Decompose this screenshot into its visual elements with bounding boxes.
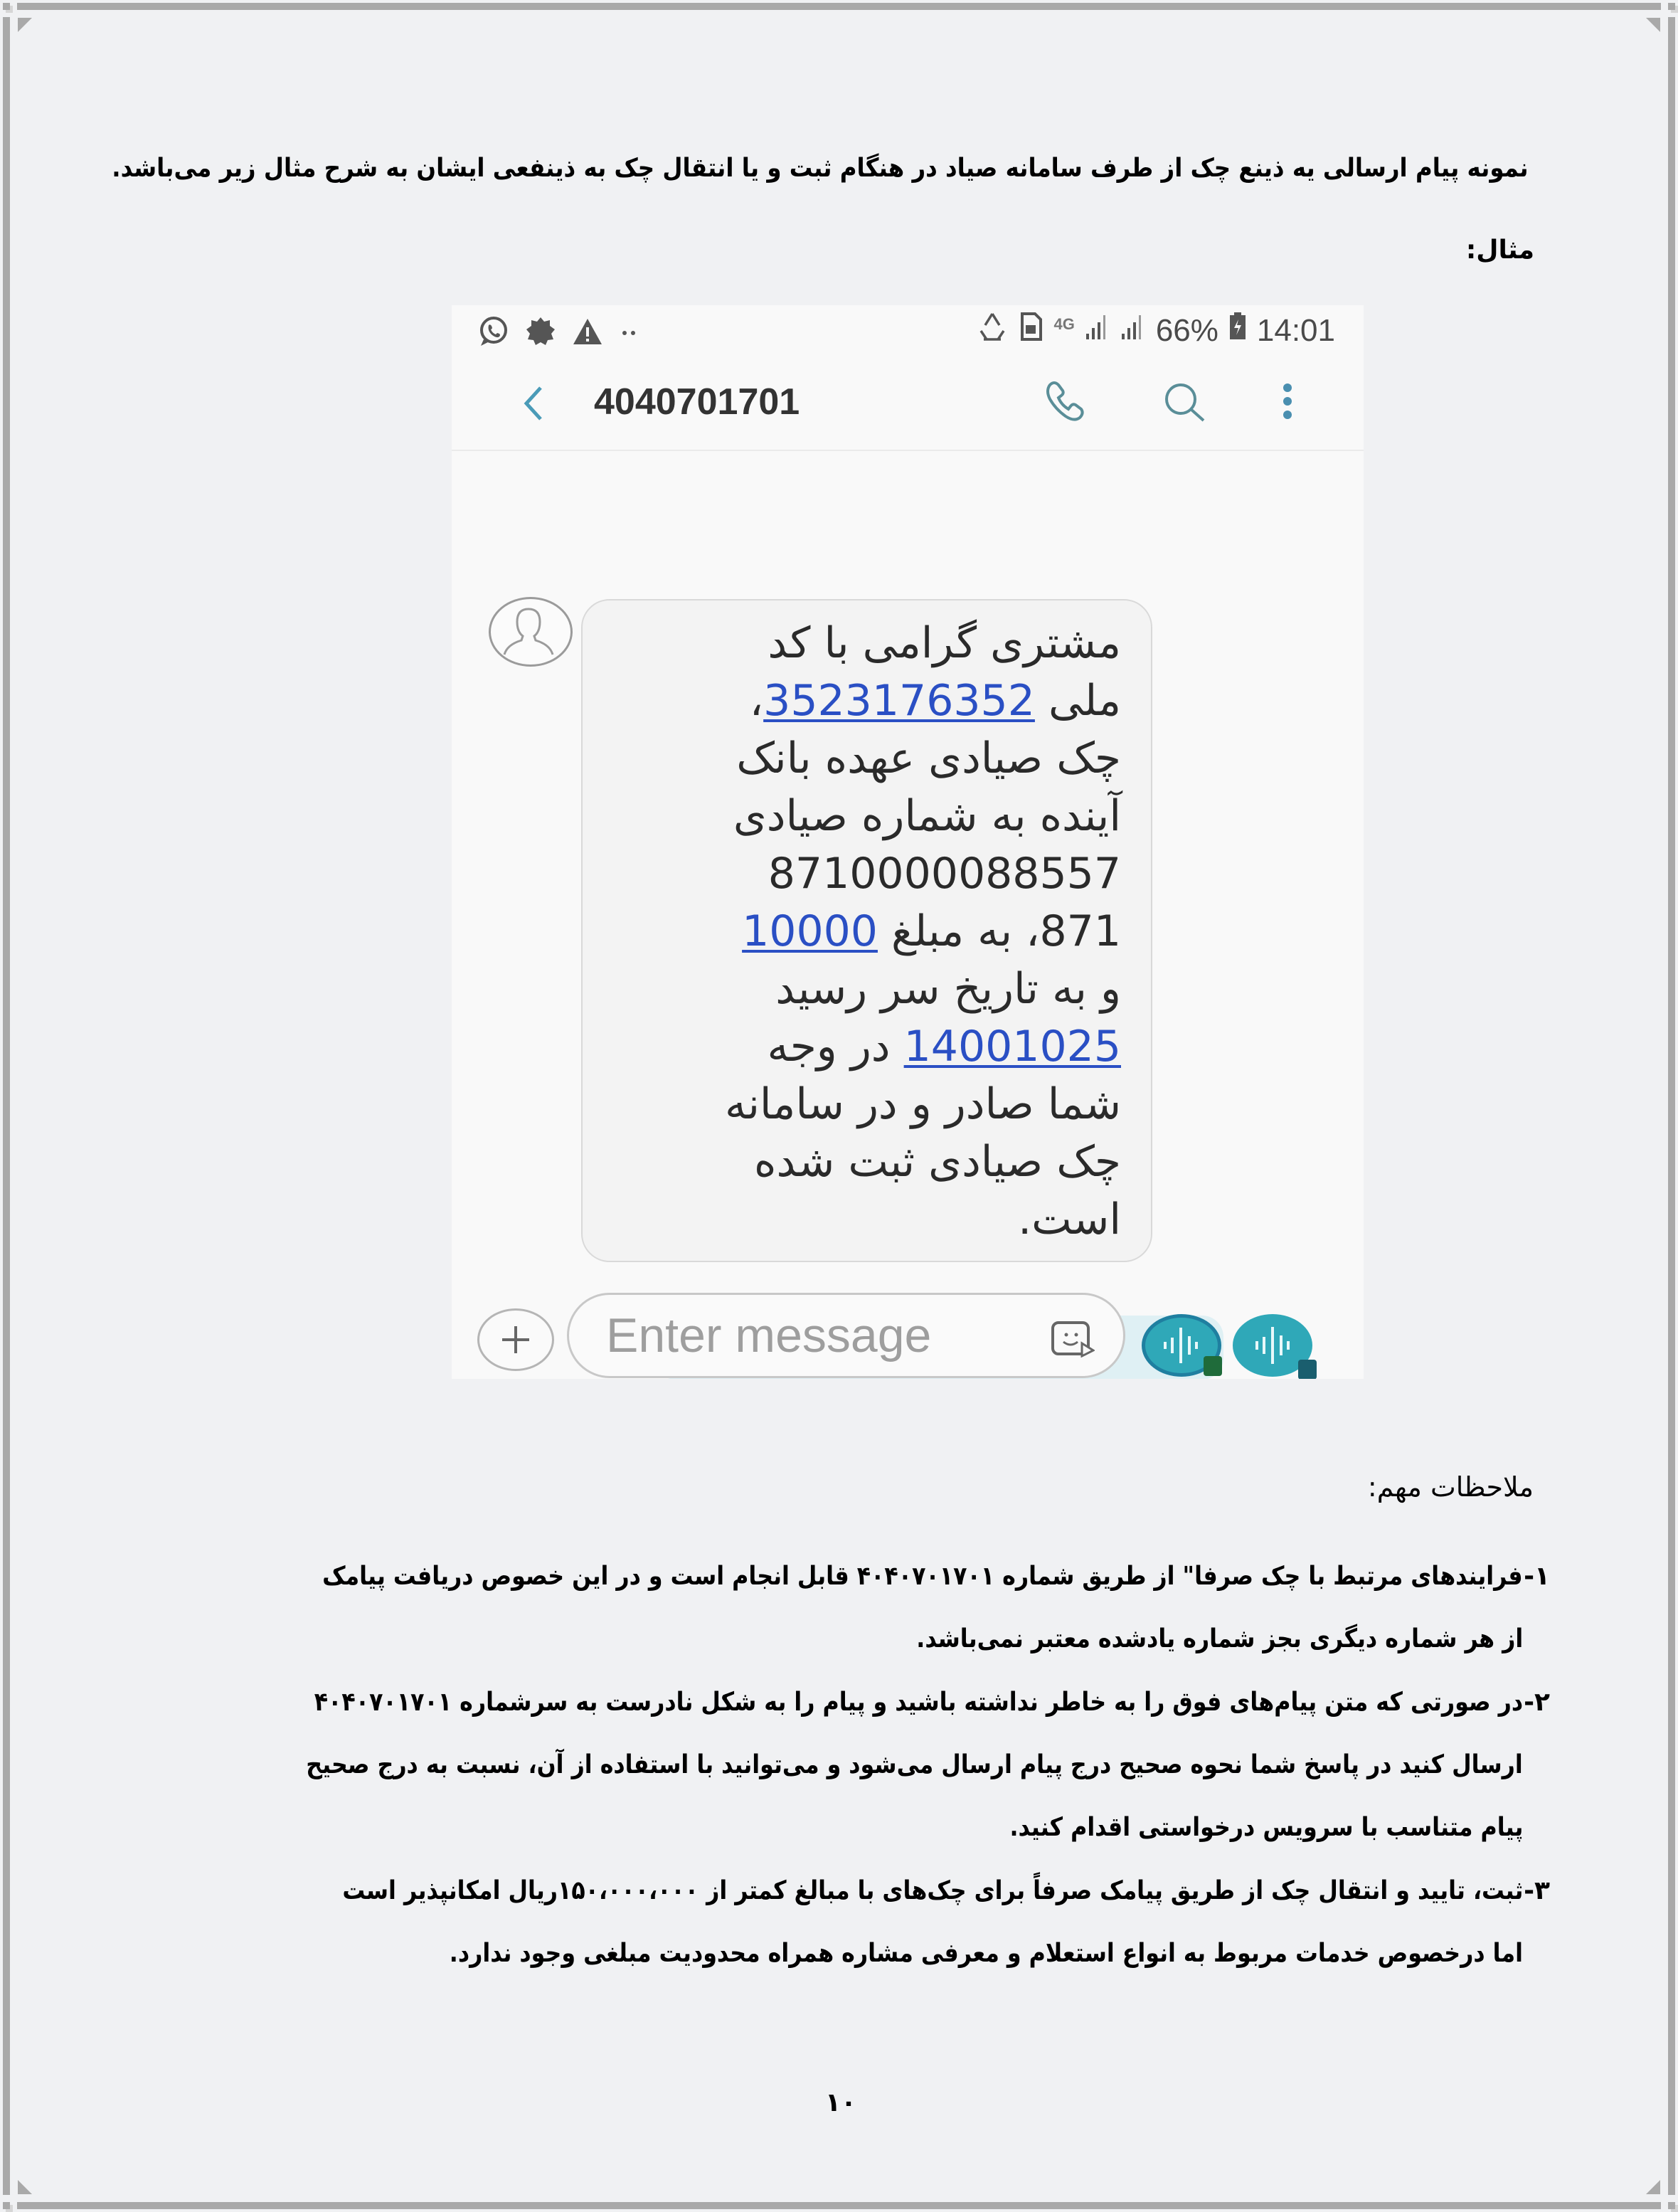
battery-charging-icon	[1228, 312, 1247, 349]
message-line	[623, 903, 1121, 961]
clock-time: 14:01	[1256, 312, 1335, 348]
message-line: است.	[1018, 1195, 1121, 1244]
page-border-corner	[3, 3, 10, 10]
warning-icon	[572, 317, 603, 349]
national-code-link[interactable]: 3523176352	[763, 676, 1035, 726]
whatsapp-icon	[477, 315, 509, 351]
message-line: 8710000088557	[768, 849, 1121, 899]
sim2-globe-badge-icon	[1298, 1360, 1317, 1379]
note-line: از هر شماره دیگری بجز شماره یادشده معتبر نمی‌باشد.	[916, 1624, 1523, 1653]
message-line: چک صیادی عهده بانک	[736, 734, 1121, 783]
message-line	[623, 672, 1121, 730]
message-segment: در وجه	[767, 1022, 904, 1071]
sim1-call-badge-icon	[1204, 1356, 1222, 1376]
corner-ornament	[1646, 2180, 1660, 2194]
call-button[interactable]	[1039, 378, 1088, 428]
message-segment: ،	[749, 676, 764, 726]
message-line: آینده به شماره صیادی	[733, 791, 1121, 841]
note-line: پیام متناسب با سرویس درخواستی اقدام کنید.	[1009, 1813, 1523, 1842]
conversation-header	[452, 355, 1364, 451]
sim-icon	[1018, 311, 1044, 350]
message-composer	[452, 1273, 1364, 1379]
sticker-icon	[1051, 1321, 1095, 1358]
note-number: ۱-	[1524, 1562, 1550, 1591]
person-icon	[491, 599, 566, 660]
message-line: چک صیادی ثبت شده	[754, 1137, 1121, 1187]
due-date-link[interactable]: 14001025	[903, 1022, 1121, 1071]
sender-avatar[interactable]	[489, 597, 573, 667]
page-number: ۱۰	[825, 2088, 856, 2117]
page-border-bottom	[17, 2202, 1661, 2209]
message-line: شما صادر و در سامانه	[725, 1079, 1121, 1129]
corner-ornament	[1646, 18, 1660, 32]
more-vertical-icon	[1263, 378, 1312, 428]
settings-badge-icon	[525, 316, 556, 350]
back-button[interactable]	[519, 382, 548, 425]
note-line: در صورتی که متن پیام‌های فوق را به خاطر نداشته باشید و پیام را به شکل نادرست به سرشماره ۴۰۴۰۷۰۱۷۰۱	[314, 1688, 1523, 1717]
message-segment: 871، به مبلغ	[877, 906, 1121, 956]
more-options-button[interactable]	[1263, 378, 1312, 428]
note-number: ۲-	[1524, 1688, 1550, 1717]
message-line	[623, 1018, 1121, 1076]
message-segment: ملی	[1034, 676, 1121, 726]
more-dots-icon	[619, 324, 640, 342]
page-border-top	[17, 3, 1661, 10]
corner-ornament	[18, 18, 32, 32]
phone-icon	[1039, 378, 1088, 428]
note-line: ثبت، تایید و انتقال چک از طریق پیامک صرفاً برای چک‌های با مبالغ کمتر از ۱۵۰،۰۰۰،۰۰۰ریال امکانپذیر است	[342, 1876, 1524, 1905]
note-line: ارسال کنید در پاسخ شما نحوه صحیح درج پیام ارسال می‌شود و می‌توانید با استفاده از آن، نسبت به درج صحیح	[306, 1750, 1523, 1779]
message-line: مشتری گرامی با کد	[768, 618, 1121, 668]
sync-icon	[977, 311, 1008, 350]
search-icon	[1159, 378, 1209, 428]
message-input-placeholder: Enter message	[606, 1308, 932, 1362]
send-sim1-button[interactable]	[1142, 1314, 1221, 1377]
sms-screenshot	[452, 305, 1364, 1379]
page-border-left	[3, 17, 10, 2195]
network-type-label: 4G	[1053, 315, 1075, 333]
signal-icon	[1085, 312, 1110, 349]
message-text	[623, 615, 1121, 1249]
page-border-corner	[1668, 3, 1675, 10]
sticker-button[interactable]	[1051, 1321, 1095, 1358]
note-line: اما درخصوص خدمات مربوط به انواع استعلام و معرفی مشاره همراه محدودیت مبلغی وجود ندارد.	[449, 1939, 1523, 1968]
page-border-right	[1668, 17, 1675, 2195]
battery-percent: 66%	[1155, 312, 1218, 348]
corner-ornament	[18, 2180, 32, 2194]
send-sim2-button[interactable]	[1233, 1314, 1312, 1377]
intro-paragraph: نمونه پیام ارسالی یه ذینع چک از طرف سامانه صیاد در هنگام ثبت و یا انتقال چک به ذینفعی ایشان به شرح مثال زیر می‌باشد.	[112, 154, 1529, 183]
message-input[interactable]	[567, 1293, 1125, 1378]
search-button[interactable]	[1159, 378, 1209, 428]
status-bar	[452, 305, 1364, 355]
chevron-left-icon	[519, 382, 548, 425]
notes-title: ملاحظات مهم:	[1367, 1471, 1534, 1503]
attach-button[interactable]	[477, 1308, 554, 1371]
signal-icon	[1120, 312, 1146, 349]
amount-link[interactable]: 10000	[742, 906, 878, 956]
message-line: و به تاریخ سر رسید	[775, 964, 1121, 1014]
note-number: ۳-	[1524, 1876, 1550, 1905]
page-border-corner	[3, 2202, 10, 2209]
plus-icon	[479, 1311, 552, 1369]
note-line: فرایندهای مرتبط با چک صرفا" از طریق شماره ۴۰۴۰۷۰۱۷۰۱ قابل انجام است و در این خصوص دریافت پیامک	[322, 1562, 1523, 1591]
page-border-corner	[1668, 2202, 1675, 2209]
conversation-title: 4040701701	[594, 381, 800, 423]
message-bubble[interactable]	[581, 599, 1152, 1262]
example-label: مثال:	[1465, 236, 1534, 265]
